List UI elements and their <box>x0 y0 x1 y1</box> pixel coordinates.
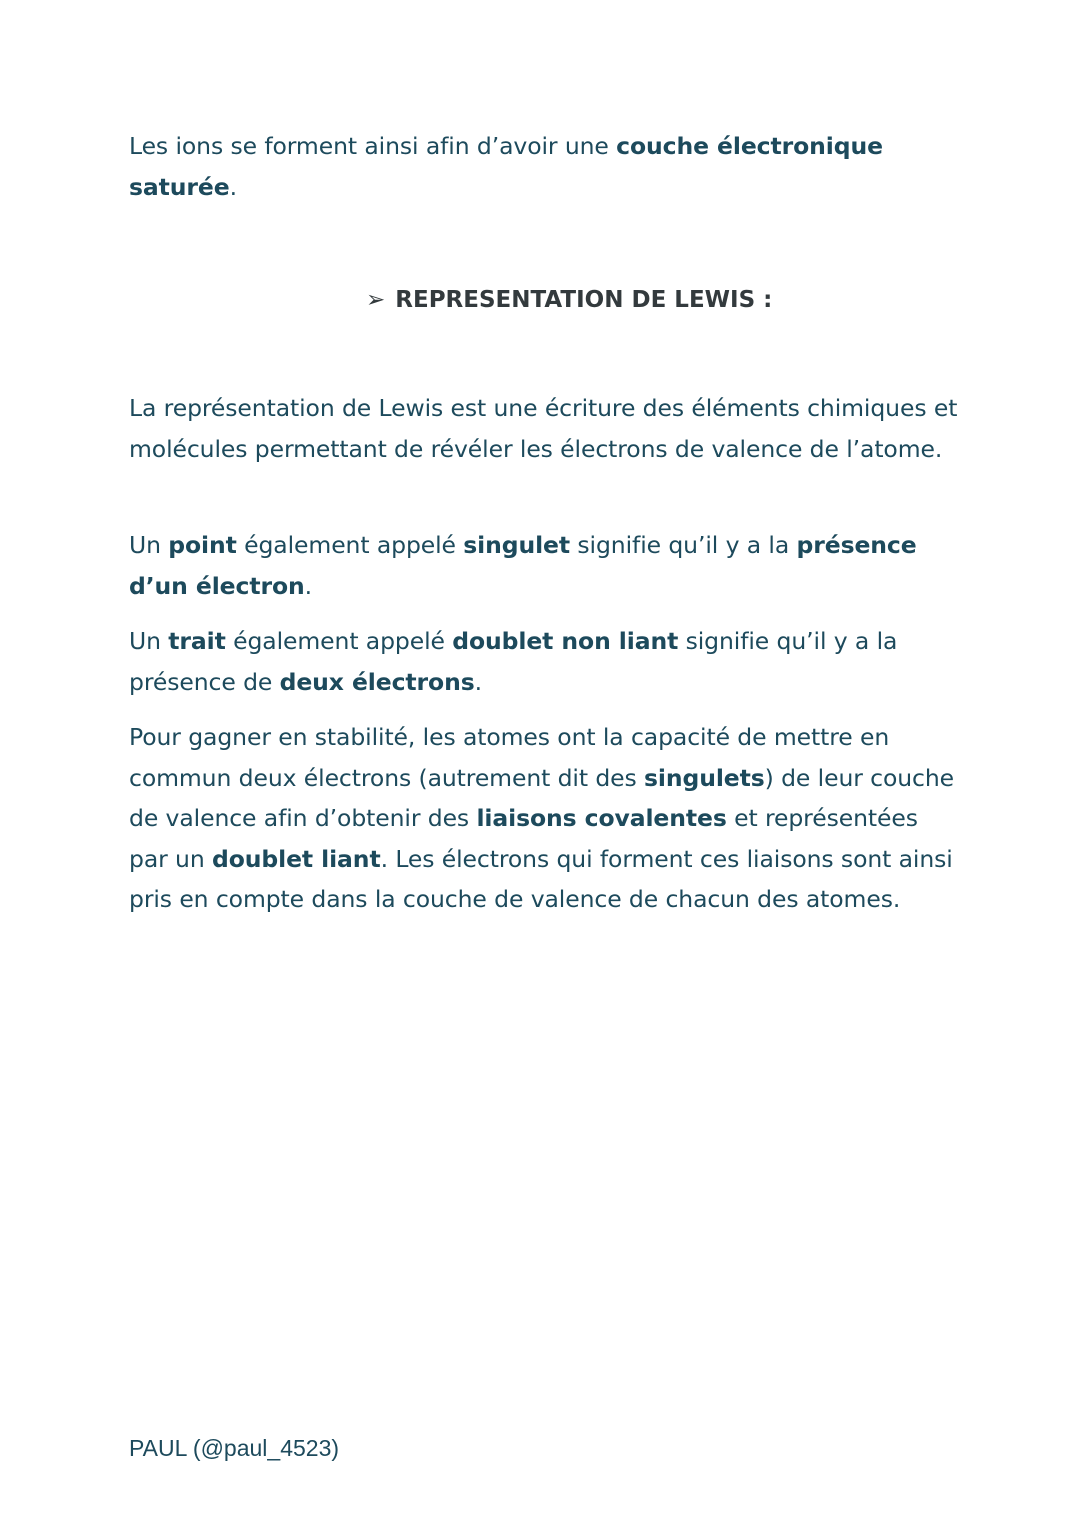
bold-term: singulets <box>644 763 765 792</box>
section-heading <box>366 280 772 320</box>
bold-term: trait <box>168 627 226 655</box>
paragraph-point: Un point également appelé singulet signifie qu’il y a la présence d’un électron. <box>129 531 917 600</box>
paragraph-ions: Les ions se forment ainsi afin d’avoir une couche électronique saturée. <box>129 132 883 201</box>
bold-term: présence d’un électron <box>129 531 917 600</box>
paragraph-stabilite: Pour gagner en stabilité, les atomes ont la capacité de mettre en commun deux électrons (autrement dit des singulets) de leur couche de valence afin d’obtenir des liaisons covalentes et représentées par un doublet liant. Les électrons qui forment ces liaisons sont ainsi pris en compte dans la couche de valence de chacun des atomes. <box>129 723 955 913</box>
bold-term: point <box>168 531 237 559</box>
bold-term: liaisons covalentes <box>476 804 727 832</box>
section-heading-label: REPRESENTATION DE LEWIS : <box>395 287 773 313</box>
bold-term: singulet <box>463 531 571 559</box>
paragraph-trait: Un trait également appelé doublet non liant signifie qu’il y a la présence de deux électrons. <box>129 627 898 696</box>
paragraph-lewis-definition: La représentation de Lewis est une écriture des éléments chimiques et molécules permettant de révéler les électrons de valence de l’atome. <box>129 394 958 463</box>
bold-term: doublet non liant <box>452 627 679 655</box>
bold-term: couche électronique saturée <box>129 132 883 201</box>
arrow-bullet-icon: ➢ <box>366 287 386 313</box>
bold-term: deux électrons <box>279 667 475 696</box>
author-footer: PAUL (@paul_4523) <box>129 1435 340 1461</box>
bold-term: doublet liant <box>212 844 381 873</box>
